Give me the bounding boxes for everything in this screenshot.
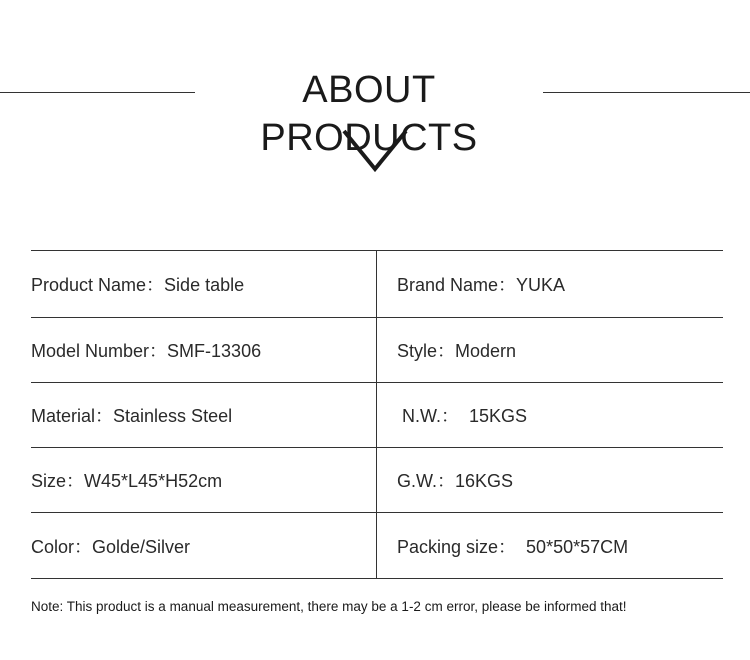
spec-size: Size：W45*L45*H52cm (31, 448, 377, 512)
product-spec-table (31, 250, 723, 579)
spec-row (31, 383, 723, 448)
spec-model-number: Model Number：SMF-13306 (31, 318, 377, 382)
spec-row (31, 513, 723, 579)
title-divider-right (543, 92, 750, 93)
spec-net-weight: N.W.： 15KGS (397, 406, 528, 426)
spec-product-name: Product Name：Side table (31, 251, 377, 317)
spec-material: Material：Stainless Steel (31, 383, 377, 447)
spec-color: Color：Golde/Silver (31, 513, 377, 578)
title-divider-left (0, 92, 195, 93)
spec-packing-size: Packing size： 50*50*57CM (397, 536, 629, 557)
spec-row (31, 251, 723, 318)
spec-row (31, 448, 723, 513)
spec-brand-name: Brand Name：YUKA (397, 275, 566, 295)
spec-row (31, 318, 723, 383)
spec-style: Style：Modern (397, 341, 517, 361)
page-title: ABOUT PRODUCTS (260, 69, 478, 159)
spec-gross-weight: G.W.：16KGS (397, 471, 514, 491)
chevron-down-icon (342, 128, 408, 174)
measurement-note: Note: This product is a manual measurement, there may be a 1-2 cm error, please be informed that! (31, 599, 627, 614)
